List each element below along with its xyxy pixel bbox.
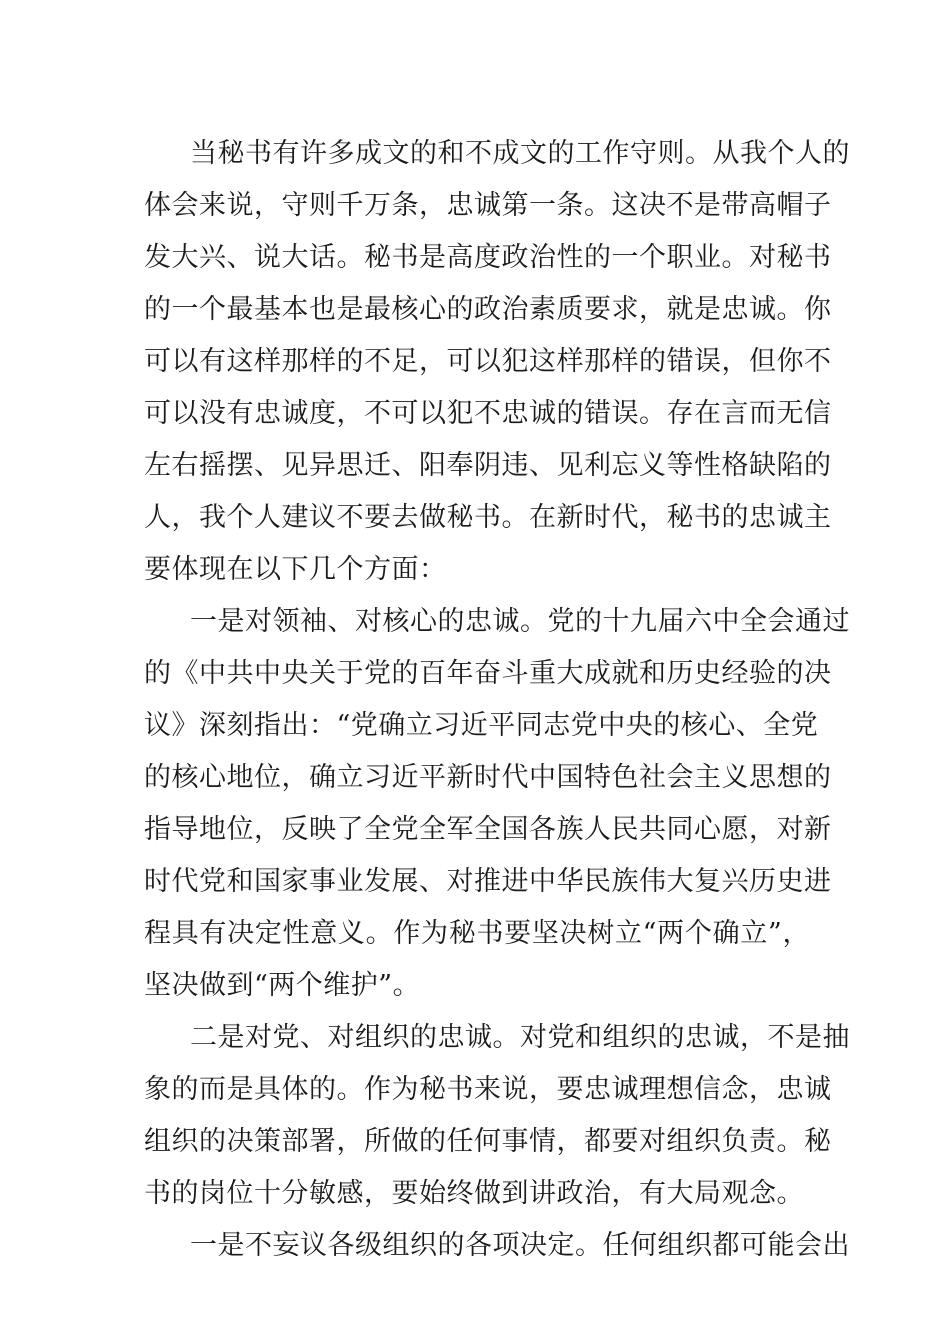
body-text	[144, 128, 850, 1272]
text-line: 可以没有忠诚度，不可以犯不忠诚的错误。存在言而无信	[144, 398, 832, 429]
text-line: 组织的决策部署，所做的任何事情，都要对组织负责。秘	[144, 1126, 832, 1157]
text-line: 二是对党、对组织的忠诚。对党和组织的忠诚，不是抽	[190, 1022, 850, 1053]
text-line: 时代党和国家事业发展、对推进中华民族伟大复兴历史进	[144, 866, 832, 897]
text-line: 的核心地位，确立习近平新时代中国特色社会主义思想的	[144, 762, 832, 793]
text-line: 象的而是具体的。作为秘书来说，要忠诚理想信念，忠诚	[144, 1074, 832, 1105]
text-line: 要体现在以下几个方面：	[144, 554, 447, 585]
text-line: 一是不妄议各级组织的各项决定。任何组织都可能会出	[190, 1230, 850, 1261]
text-line: 书的岗位十分敏感，要始终做到讲政治，有大局观念。	[144, 1178, 804, 1209]
text-line: 左右摇摆、见异思迁、阳奉阴违、见利忘义等性格缺陷的	[144, 450, 832, 481]
paragraph	[144, 1012, 850, 1220]
paragraph	[144, 128, 850, 596]
text-line: 程具有决定性意义。作为秘书要坚决树立“两个确立”，	[144, 918, 810, 949]
text-line: 人，我个人建议不要去做秘书。在新时代，秘书的忠诚主	[144, 502, 832, 533]
paragraph	[144, 1220, 850, 1272]
text-line: 的《中共中央关于党的百年奋斗重大成就和历史经验的决	[144, 658, 832, 689]
text-line: 发大兴、说大话。秘书是高度政治性的一个职业。对秘书	[144, 242, 832, 273]
paragraph	[144, 596, 850, 1012]
text-line: 一是对领袖、对核心的忠诚。党的十九届六中全会通过	[190, 606, 850, 637]
text-line: 当秘书有许多成文的和不成文的工作守则。从我个人的	[190, 138, 850, 169]
text-line: 的一个最基本也是最核心的政治素质要求，就是忠诚。你	[144, 294, 832, 325]
text-line: 议》深刻指出：“党确立习近平同志党中央的核心、全党	[144, 710, 819, 741]
text-line: 坚决做到“两个维护”。	[144, 970, 421, 1001]
text-line: 可以有这样那样的不足，可以犯这样那样的错误，但你不	[144, 346, 832, 377]
text-line: 指导地位，反映了全党全军全国各族人民共同心愿，对新	[144, 814, 832, 845]
text-line: 体会来说，守则千万条，忠诚第一条。这决不是带高帽子	[144, 190, 832, 221]
